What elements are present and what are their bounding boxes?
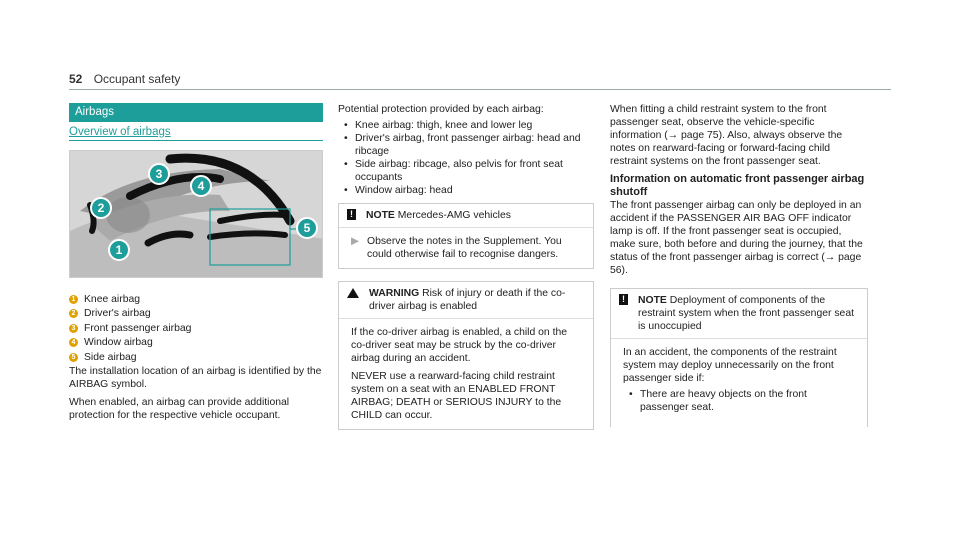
arrow-right-icon: ▶ [351, 236, 359, 247]
list-item: • Window airbag: head [355, 184, 594, 197]
warning-box [338, 281, 594, 430]
note-body [611, 339, 867, 427]
amg-note-box [338, 203, 594, 269]
overview-subheading: Overview of airbags [69, 126, 171, 138]
protection-paragraph: When enabled, an airbag can provide additional protection for the respective vehicle occupant. [69, 397, 290, 421]
legend-number: 3 [69, 324, 78, 333]
legend-item [69, 292, 323, 307]
protection-intro: Potential protection provided by each airbag: [338, 104, 544, 115]
note-label: NOTE [638, 295, 667, 306]
callout-5: 5 [296, 217, 318, 239]
warning-paragraph: If the co-driver airbag is enabled, a child on the co-driver seat may be struck by the co-driver airbag during an accident. [351, 327, 568, 364]
airbags-heading: Airbags [69, 103, 323, 122]
note-list [623, 388, 857, 414]
exclamation-icon: ! [619, 294, 628, 305]
shutoff-heading: Information on automatic front passenger airbag shutoff [610, 173, 865, 198]
callout-1: 1 [108, 239, 130, 261]
legend-number: 5 [69, 353, 78, 362]
note-body [339, 228, 593, 268]
header-divider [69, 89, 891, 90]
legend-label: Driver's airbag [84, 308, 151, 320]
warning-title: Risk of injury or death if the co-driver airbag is enabled [369, 288, 566, 312]
list-item: • Knee airbag: thigh, knee and lower leg [355, 119, 594, 132]
list-item: • There are heavy objects on the front passenger seat. [640, 388, 857, 414]
col3 [610, 103, 868, 427]
legend-label: Side airbag [84, 351, 137, 363]
callout-3: 3 [148, 163, 170, 185]
legend-label: Front passenger airbag [84, 322, 192, 334]
child-restraint-paragraph: When fitting a child restraint system to the front passenger seat, observe the vehicle-specific information (→ page 75). Also, always observe the notes on rearward-facing or forward-facing child restraint systems on the front passenger seat. [610, 104, 843, 167]
legend-label: Knee airbag [84, 293, 141, 305]
list-item: • Side airbag: ribcage, also pelvis for front seat occupants [355, 158, 594, 184]
callout-2: 2 [90, 197, 112, 219]
warning-body [339, 319, 593, 429]
legend-item [69, 307, 323, 322]
installation-paragraph: The installation location of an airbag is identified by the AIRBAG symbol. [69, 366, 322, 390]
note-header [339, 204, 593, 228]
shutoff-paragraph: The front passenger airbag can only be deployed in an accident if the PASSENGER AIR BAG OFF indicator lamp is off. If the front passenger seat is occupied, make sure, both before and during the journey, that the status of the front passenger airbag is correct (→ page 56). [610, 200, 863, 276]
airbag-legend [69, 292, 323, 365]
deployment-note-box [610, 288, 868, 427]
legend-number: 2 [69, 309, 78, 318]
page-number: 52 [69, 72, 83, 86]
note-title: Deployment of components of the restraint system when the front passenger seat is unoccupied [638, 295, 855, 332]
note-label: NOTE [366, 210, 395, 221]
warning-paragraph: NEVER use a rearward-facing child restraint system on a seat with an ENABLED FRONT AIRBAG; DEATH or SERIOUS INJURY to the CHILD can occur. [351, 371, 562, 421]
col1-body [69, 365, 323, 427]
warning-triangle-icon [347, 288, 359, 298]
section-title: Occupant safety [93, 72, 181, 86]
note-header [611, 289, 867, 339]
subheading-underline [69, 140, 323, 141]
callout-4: 4 [190, 175, 212, 197]
warning-label: WARNING [369, 288, 420, 299]
col2 [338, 103, 594, 430]
note-title: Mercedes-AMG vehicles [397, 210, 511, 221]
list-item: • Driver's airbag, front passenger airbag: head and ribcage [355, 132, 594, 158]
airbag-illustration [69, 150, 323, 278]
note-text: Observe the notes in the Supplement. You could otherwise fail to recognise dangers. [367, 236, 562, 260]
exclamation-icon: ! [347, 209, 356, 220]
legend-number: 4 [69, 338, 78, 347]
protection-list [338, 119, 594, 197]
legend-item [69, 336, 323, 351]
legend-item [69, 321, 323, 336]
note-text: In an accident, the components of the restraint system may deploy unnecessarily on the front passenger side if: [623, 347, 837, 384]
page-header [69, 73, 180, 86]
warning-header [339, 282, 593, 319]
legend-label: Window airbag [84, 337, 153, 349]
legend-item [69, 350, 323, 365]
legend-number: 1 [69, 295, 78, 304]
